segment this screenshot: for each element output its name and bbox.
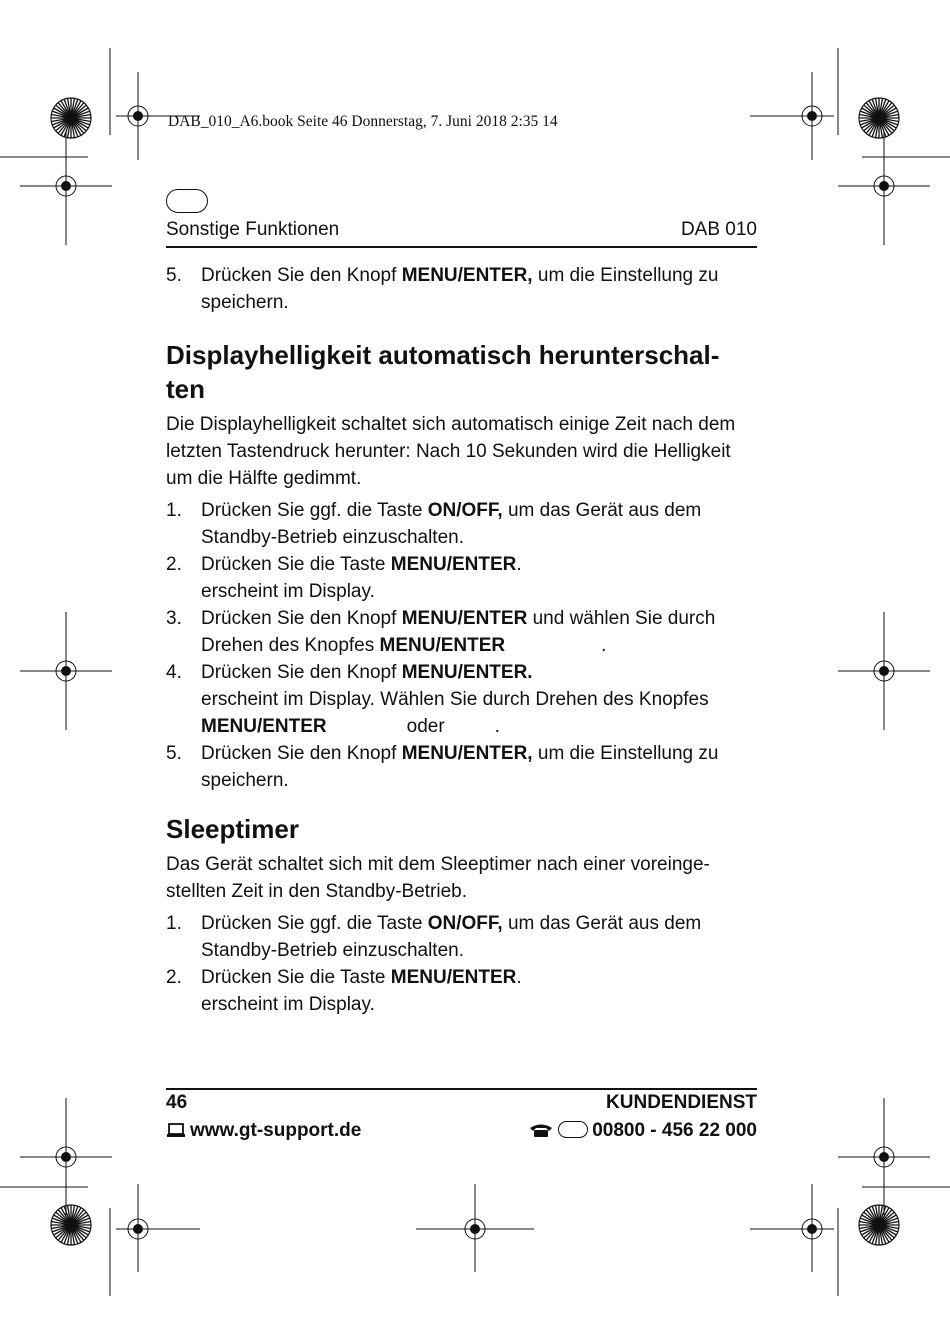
list-item: 4. Drücken Sie den Knopf MENU/ENTER. erscheint im Display. Wählen Sie durch Drehen des Knopfes MENU/ENTER oder .	[166, 662, 709, 737]
list-item: 2. Drücken Sie die Taste MENU/ENTER. erscheint im Display.	[166, 967, 522, 1015]
running-header-model: DAB 010	[680, 219, 757, 240]
support-website	[166, 1120, 361, 1142]
list-item: 5. Drücken Sie den Knopf MENU/ENTER, um die Einstellung zu speichern.	[166, 743, 719, 791]
section-heading: Sleeptimer	[166, 814, 299, 844]
list-item: 3. Drücken Sie den Knopf MENU/ENTER und wählen Sie durch Drehen des Knopfes MENU/ENTER .	[166, 608, 716, 656]
telephone-icon	[528, 1122, 554, 1138]
running-header-section: Sonstige Funktionen	[166, 219, 340, 240]
customer-service-label: KUNDENDIENST	[606, 1092, 757, 1113]
page-number: 46	[166, 1092, 188, 1113]
list-item: 2. Drücken Sie die Taste MENU/ENTER. erscheint im Display.	[166, 554, 522, 602]
section-heading: Displayhelligkeit automatisch herunterschal-ten	[166, 340, 720, 404]
hotline-number: 00800 - 456 22 000	[592, 1120, 757, 1141]
country-badge-outline	[558, 1121, 588, 1138]
list-item: 5. Drücken Sie den Knopf MENU/ENTER, um die Einstellung zu speichern.	[166, 265, 719, 313]
website-url: www.gt-support.de	[190, 1120, 362, 1141]
section-intro: Das Gerät schaltet sich mit dem Sleeptimer nach einer voreinge-stellten Zeit in den Standby-Betrieb.	[166, 854, 710, 902]
list-item: 1. Drücken Sie ggf. die Taste ON/OFF, um das Gerät aus dem Standby-Betrieb einzuschalten.	[166, 913, 702, 961]
header-rule	[166, 246, 757, 248]
list-item: 1. Drücken Sie ggf. die Taste ON/OFF, um das Gerät aus dem Standby-Betrieb einzuschalten.	[166, 500, 702, 548]
page-body	[166, 262, 758, 1018]
laptop-icon	[166, 1122, 186, 1138]
section-intro: Die Displayhelligkeit schaltet sich automatisch einige Zeit nach dem letzten Tastendruck herunter: Nach 10 Sekunden wird die Helligkeit um die Hälfte gedimmt.	[166, 414, 736, 489]
language-badge-outline	[166, 189, 208, 213]
print-info-line: DAB_010_A6.book Seite 46 Donnerstag, 7. Juni 2018 2:35 14	[168, 113, 558, 130]
footer-rule	[166, 1088, 757, 1090]
support-hotline	[528, 1120, 757, 1142]
